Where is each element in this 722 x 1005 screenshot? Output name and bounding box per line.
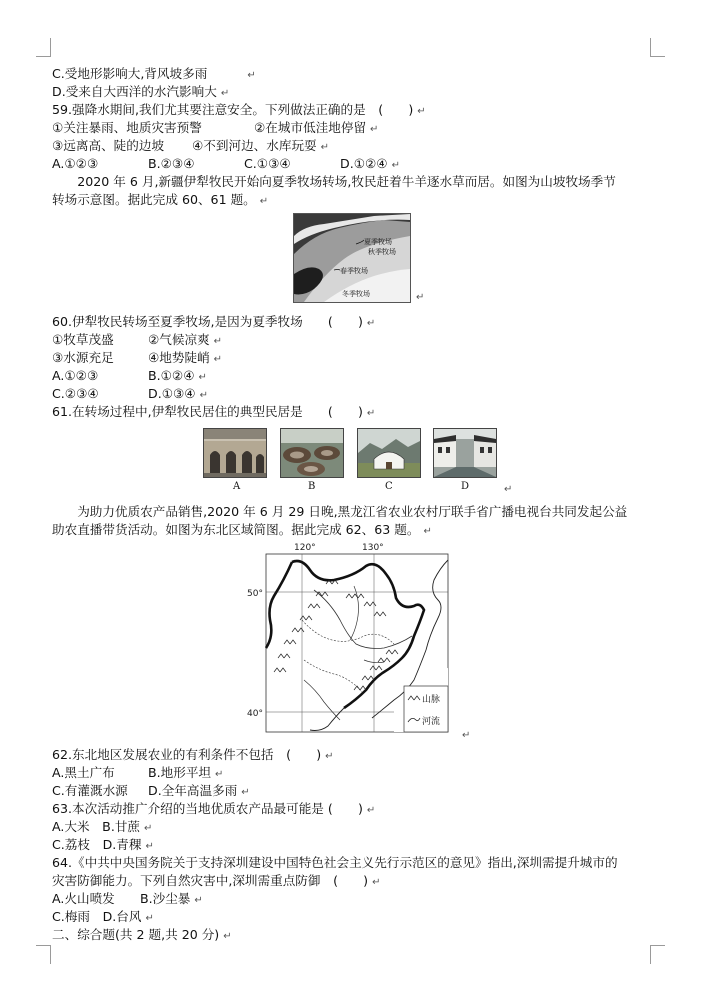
answer-choices: [52, 386, 208, 404]
yurt-drawing: [358, 429, 420, 477]
question-text: 60.伊犁牧民转场至夏季牧场,是因为夏季牧场 ( ): [52, 314, 363, 329]
water-town-drawing: [434, 429, 496, 477]
section-heading: [52, 927, 232, 945]
answer-choices: [52, 783, 250, 801]
section-title: 二、综合题(共 2 题,共 20 分): [52, 927, 220, 942]
question-61: [52, 404, 375, 422]
paragraph-mark: ↵: [366, 408, 376, 419]
choice-b: B.②③④: [148, 156, 195, 171]
answer-choices: [52, 156, 400, 174]
intro-paragraph: [52, 192, 268, 210]
paragraph-mark: ↵: [241, 787, 250, 798]
question-text: 59.强降水期间,我们尤其要注意安全。下列做法正确的是 ( ): [52, 102, 414, 117]
photo-caption-d: D: [461, 481, 470, 492]
intro-paragraph: [52, 504, 627, 520]
choice-d: D.①②④: [340, 156, 388, 171]
question-62: [52, 747, 334, 765]
question-63: [52, 801, 375, 819]
intro-text: 为助力优质农产品销售,2020 年 6 月 29 日晚,黑龙江省农业农村厅联手省广播电视台共同发起公益: [52, 504, 628, 519]
option-line: [52, 120, 378, 138]
latitude-40-label: 40°: [247, 709, 263, 719]
paragraph-mark: ↵: [215, 769, 224, 780]
option-text: ④不到河边、水库玩耍: [192, 138, 317, 153]
paragraph-mark: ↵: [417, 106, 426, 117]
choice-c: C.②③④: [52, 386, 99, 401]
option-line: [52, 138, 329, 156]
photo-caption-b: B: [308, 481, 316, 492]
choice-b: B.①②④: [148, 368, 195, 383]
legend-river-label: 河流: [422, 717, 441, 727]
choices-cd: C.梅雨 D.台风: [52, 909, 142, 924]
paragraph-mark: ↵: [325, 751, 334, 762]
choices-ab: A.大米 B.甘蔗: [52, 819, 141, 834]
answer-choices: [52, 837, 154, 855]
dwelling-photo-d: [433, 428, 497, 478]
answer-choices: [52, 891, 203, 909]
question-59: [52, 102, 426, 120]
cave-dwelling-drawing: [204, 429, 266, 477]
paragraph-mark: ↵: [213, 354, 223, 365]
photo-caption-a: A: [233, 481, 241, 492]
intro-paragraph: [52, 174, 616, 190]
choice-b: B.地形平坦: [148, 765, 212, 780]
page-corner-mark: [36, 38, 51, 57]
paragraph-mark: ↵: [213, 336, 223, 347]
intro-text: 2020 年 6 月,新疆伊犁牧民开始向夏季牧场转场,牧民赶着牛羊逐水草而居。如图为山坡牧场季节: [52, 174, 616, 189]
choice-c: C.①③④: [244, 156, 291, 171]
map-drawing: [244, 540, 456, 740]
option-line: [52, 84, 229, 102]
option-text: ①关注暴雨、地质灾害预警: [52, 120, 202, 135]
page-corner-mark: [650, 945, 665, 964]
longitude-120-label: 120°: [294, 543, 316, 553]
choice-c: C.有灌溉水源: [52, 783, 128, 798]
winter-pasture-label: 冬季牧场: [342, 290, 370, 298]
question-text: 灾害防御能力。下列自然灾害中,深圳需重点防御 ( ): [52, 873, 369, 888]
answer-choices: [52, 765, 223, 783]
photo-caption-c: C: [385, 481, 393, 492]
paragraph-mark: ↵: [416, 292, 425, 303]
choices-ab: A.火山喷发 B.沙尘暴: [52, 891, 191, 906]
latitude-50-label: 50°: [247, 589, 263, 599]
paragraph-mark: ↵: [366, 805, 376, 816]
paragraph-mark: ↵: [199, 390, 208, 401]
intro-text: 助农直播带货活动。如图为东北区域简图。据此完成 62、63 题。: [52, 522, 420, 537]
option-text: D.受来自大西洋的水汽影响大: [52, 84, 217, 99]
question-text: 62.东北地区发展农业的有利条件不包括 ( ): [52, 747, 322, 762]
paragraph-mark: ↵: [247, 70, 256, 81]
pasture-transfer-figure: [293, 213, 411, 303]
option-line: [52, 332, 222, 350]
tulou-drawing: [281, 429, 343, 477]
dwelling-photo-b: [280, 428, 344, 478]
paragraph-mark: ↵: [144, 823, 153, 834]
answer-choices: [52, 819, 152, 837]
option-text: ③远离高、陡的边坡: [52, 138, 165, 153]
dwelling-photo-a: [203, 428, 267, 478]
choice-d: D.①③④: [148, 386, 196, 401]
page-corner-mark: [650, 38, 665, 57]
page-corner-mark: [36, 945, 51, 964]
option-text: ③水源充足: [52, 350, 114, 365]
answer-choices: [52, 909, 154, 927]
paragraph-mark: ↵: [320, 142, 330, 153]
option-text: ②气候凉爽: [148, 332, 210, 347]
paragraph-mark: ↵: [462, 730, 471, 741]
northeast-china-map: [244, 540, 456, 740]
intro-paragraph: [52, 522, 432, 540]
paragraph-mark: ↵: [372, 877, 381, 888]
choice-a: A.①②③: [52, 368, 99, 383]
choices-cd: C.荔枝 D.青稞: [52, 837, 142, 852]
paragraph-mark: ↵: [223, 931, 232, 942]
paragraph-mark: ↵: [145, 913, 154, 924]
answer-choices: [52, 368, 207, 386]
legend-mountain-label: 山脉: [422, 695, 441, 705]
paragraph-mark: ↵: [220, 88, 230, 99]
option-text: ②在城市低洼地停留: [254, 120, 367, 135]
question-text: 63.本次活动推广介绍的当地优质农产品最可能是 ( ): [52, 801, 363, 816]
mountain-slope-drawing: [294, 214, 410, 302]
option-text: ④地势陡峭: [148, 350, 210, 365]
choice-d: D.全年高温多雨: [148, 783, 238, 798]
question-64-cont: [52, 873, 380, 891]
paragraph-mark: ↵: [504, 484, 513, 495]
longitude-130-label: 130°: [362, 543, 384, 553]
paragraph-mark: ↵: [145, 841, 154, 852]
paragraph-mark: ↵: [423, 526, 432, 537]
question-64: [52, 855, 618, 871]
option-text: ①牧草茂盛: [52, 332, 114, 347]
autumn-pasture-label: 秋季牧场: [368, 248, 396, 256]
choice-a: A.黑土广布: [52, 765, 115, 780]
paragraph-mark: ↵: [194, 895, 203, 906]
option-line: [52, 66, 256, 84]
option-text: C.受地形影响大,背风坡多雨: [52, 66, 208, 81]
choice-a: A.①②③: [52, 156, 99, 171]
option-line: [52, 350, 222, 368]
dwelling-photo-c: [357, 428, 421, 478]
question-60: [52, 314, 375, 332]
question-text: 61.在转场过程中,伊犁牧民居住的典型民居是 ( ): [52, 404, 363, 419]
question-text: 64.《中共中央国务院关于支持深圳建设中国特色社会主义先行示范区的意见》指出,深圳需提升城市的: [52, 855, 618, 870]
paragraph-mark: ↵: [198, 372, 207, 383]
paragraph-mark: ↵: [370, 124, 379, 135]
paragraph-mark: ↵: [366, 318, 376, 329]
intro-text: 转场示意图。据此完成 60、61 题。: [52, 192, 256, 207]
summer-pasture-label: 夏季牧场: [364, 238, 392, 246]
paragraph-mark: ↵: [259, 196, 269, 207]
paragraph-mark: ↵: [391, 160, 400, 171]
spring-pasture-label: 春季牧场: [340, 267, 368, 275]
